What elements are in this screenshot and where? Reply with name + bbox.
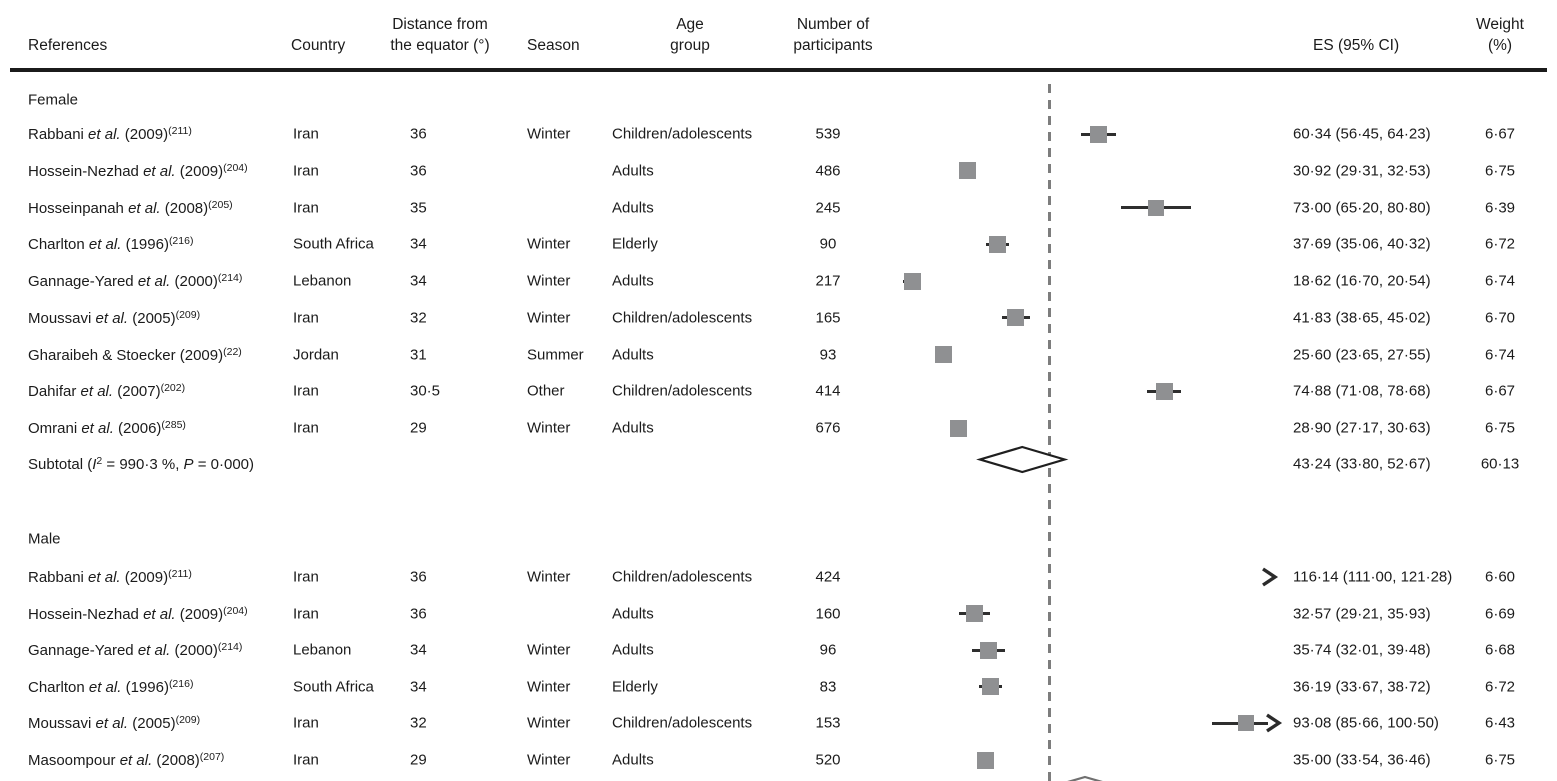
country-cell: Iran bbox=[293, 419, 319, 437]
distance-cell: 36 bbox=[410, 162, 427, 180]
participants-cell: 96 bbox=[819, 641, 837, 659]
weight-cell: 6·74 bbox=[1484, 346, 1516, 363]
participants-cell: 424 bbox=[815, 568, 841, 586]
es-ci-cell: 35·74 (32·01, 39·48) bbox=[1293, 641, 1431, 659]
weight-cell: 60·13 bbox=[1480, 455, 1520, 473]
distance-cell: 34 bbox=[410, 272, 427, 290]
distance-cell: 30·5 bbox=[410, 382, 441, 400]
weight-cell: 6·67 bbox=[1484, 382, 1516, 400]
age-group-cell: Adults bbox=[612, 162, 654, 180]
season-cell: Other bbox=[527, 382, 565, 400]
participants-cell: 153 bbox=[815, 714, 841, 732]
ref-cell: Hossein-Nezhad et al. $(2009)^{(204)}$ bbox=[28, 604, 248, 623]
ref-cell: Rabbani et al. $(2009)^{(211)}$ bbox=[28, 568, 192, 586]
ref-cell: Omrani et al. $(2006)^{(285)}$ bbox=[28, 419, 186, 437]
age-group-cell: Adults bbox=[612, 419, 654, 437]
country-cell: South Africa bbox=[293, 235, 374, 253]
distance-cell: 31 bbox=[410, 346, 427, 363]
season-cell: Winter bbox=[527, 678, 571, 696]
age-group-cell: Adults bbox=[612, 605, 654, 623]
participants-cell: 160 bbox=[815, 605, 841, 623]
es-ci-cell: 35·00 (33·54, 36·46) bbox=[1293, 751, 1431, 769]
season-cell: Winter bbox=[527, 714, 571, 732]
weight-cell: 6·70 bbox=[1484, 309, 1516, 327]
weight-cell: 6·72 bbox=[1484, 678, 1516, 696]
column-header-weight-line1: Weight bbox=[1476, 16, 1524, 33]
weight-cell: 6·60 bbox=[1484, 568, 1516, 586]
column-header-age-line2: group bbox=[670, 37, 710, 54]
age-group-cell: Children/adolescents bbox=[612, 125, 753, 143]
country-cell: Iran bbox=[293, 199, 319, 216]
season-cell: Winter bbox=[527, 641, 571, 659]
participants-cell: 676 bbox=[815, 419, 841, 437]
age-group-cell: Adults bbox=[612, 751, 654, 769]
country-cell: Iran bbox=[293, 751, 319, 769]
country-cell: Iran bbox=[293, 309, 319, 327]
es-ci-cell: 60·34 (56·45, 64·23) bbox=[1293, 125, 1431, 143]
ref-cell: Charlton et al. $(1996)^{(216)}$ bbox=[28, 235, 194, 254]
ref-cell: Gannage-Yared et al. $(2000)^{(214)}$ bbox=[28, 641, 243, 660]
es-ci-cell: 30·92 (29·31, 32·53) bbox=[1293, 162, 1431, 180]
weight-cell: 6·39 bbox=[1484, 199, 1516, 216]
country-cell: South Africa bbox=[293, 678, 374, 696]
distance-cell: 35 bbox=[410, 199, 427, 216]
subtotal-diamond bbox=[1037, 774, 1133, 781]
column-header-participants-line1: Number of bbox=[796, 16, 870, 33]
es-ci-cell: 43·24 (33·80, 52·67) bbox=[1293, 455, 1431, 473]
weight-cell: 6·72 bbox=[1484, 235, 1516, 253]
participants-cell: 165 bbox=[815, 309, 841, 327]
season-cell: Winter bbox=[527, 125, 571, 143]
distance-cell: 32 bbox=[410, 714, 427, 732]
distance-cell: 34 bbox=[410, 641, 427, 659]
season-cell: Winter bbox=[527, 309, 571, 327]
country-cell: Jordan bbox=[293, 346, 339, 363]
weight-cell: 6·75 bbox=[1484, 162, 1516, 180]
es-ci-cell: 74·88 (71·08, 78·68) bbox=[1293, 382, 1431, 400]
ref-cell: Masoompour et al. $(2008)^{(207)}$ bbox=[28, 751, 225, 769]
country-cell: Iran bbox=[293, 714, 319, 732]
column-header-es: ES (95% CI) bbox=[1313, 37, 1400, 54]
es-ci-cell: 93·08 (85·66, 100·50) bbox=[1293, 714, 1439, 732]
group-label-female: Female bbox=[28, 91, 79, 109]
es-ci-cell: 36·19 (33·67, 38·72) bbox=[1293, 678, 1431, 696]
season-cell: Winter bbox=[527, 419, 571, 437]
participants-cell: 90 bbox=[819, 235, 837, 253]
column-header-references: References bbox=[28, 37, 108, 54]
es-ci-cell: 73·00 (65·20, 80·80) bbox=[1293, 199, 1431, 216]
column-header-season: Season bbox=[527, 37, 580, 54]
season-cell: Winter bbox=[527, 235, 571, 253]
weight-cell: 6·67 bbox=[1484, 125, 1516, 143]
age-group-cell: Children/adolescents bbox=[612, 382, 753, 400]
es-ci-cell: 25·60 (23·65, 27·55) bbox=[1293, 346, 1431, 363]
country-cell: Lebanon bbox=[293, 641, 352, 659]
column-header-age-line1: Age bbox=[676, 16, 704, 33]
participants-cell: 217 bbox=[815, 272, 841, 290]
country-cell: Iran bbox=[293, 605, 319, 623]
age-group-cell: Elderly bbox=[612, 235, 658, 253]
distance-cell: 34 bbox=[410, 235, 427, 253]
participants-cell: 83 bbox=[819, 678, 837, 696]
participants-cell: 520 bbox=[815, 751, 841, 769]
column-header-distance-line1: Distance from bbox=[392, 16, 488, 33]
country-cell: Iran bbox=[293, 125, 319, 143]
age-group-cell: Elderly bbox=[612, 678, 658, 696]
age-group-cell: Adults bbox=[612, 346, 654, 363]
ref-cell: Hossein-Nezhad et al. $(2009)^{(204)}$ bbox=[28, 161, 248, 180]
es-ci-cell: 37·69 (35·06, 40·32) bbox=[1293, 235, 1431, 253]
country-cell: Lebanon bbox=[293, 272, 352, 290]
season-cell: Summer bbox=[527, 346, 584, 363]
ref-cell: Gharaibeh & Stoecker $(2009)^{(22)}$ bbox=[28, 345, 242, 364]
ref-cell: Rabbani et al. $(2009)^{(211)}$ bbox=[28, 125, 192, 143]
distance-cell: 36 bbox=[410, 125, 427, 143]
es-ci-cell: 28·90 (27·17, 30·63) bbox=[1293, 419, 1431, 437]
season-cell: Winter bbox=[527, 568, 571, 586]
column-header-weight-line2: (%) bbox=[1487, 37, 1513, 54]
ref-cell: Moussavi et al. $(2005)^{(209)}$ bbox=[28, 308, 201, 327]
country-cell: Iran bbox=[293, 568, 319, 586]
weight-cell: 6·43 bbox=[1484, 714, 1516, 732]
subtotal-label: Subtotal ($I^2 = 990\cdot 3$ %, P = 0·000) bbox=[28, 455, 255, 473]
weight-cell: 6·74 bbox=[1484, 272, 1516, 290]
column-header-participants-line2: participants bbox=[793, 37, 873, 54]
age-group-cell: Adults bbox=[612, 641, 654, 659]
es-ci-cell: 32·57 (29·21, 35·93) bbox=[1293, 605, 1431, 623]
weight-cell: 6·68 bbox=[1484, 641, 1516, 659]
ref-cell: Hosseinpanah et al. $(2008)^{(205)}$ bbox=[28, 198, 233, 217]
participants-cell: 539 bbox=[815, 125, 841, 143]
ref-cell: Dahifar et al. $(2007)^{(202)}$ bbox=[28, 382, 186, 401]
participants-cell: 414 bbox=[815, 382, 841, 400]
season-cell: Winter bbox=[527, 751, 571, 769]
distance-cell: 32 bbox=[410, 309, 427, 327]
weight-cell: 6·69 bbox=[1484, 605, 1516, 623]
country-cell: Iran bbox=[293, 382, 319, 400]
es-ci-cell: 116·14 (111·00, 121·28) bbox=[1293, 568, 1453, 586]
ref-cell: Charlton et al. $(1996)^{(216)}$ bbox=[28, 677, 194, 696]
age-group-cell: Children/adolescents bbox=[612, 714, 753, 732]
participants-cell: 93 bbox=[819, 346, 837, 363]
ref-cell: Gannage-Yared et al. $(2000)^{(214)}$ bbox=[28, 272, 243, 290]
distance-cell: 34 bbox=[410, 678, 427, 696]
distance-cell: 29 bbox=[410, 751, 427, 769]
weight-cell: 6·75 bbox=[1484, 419, 1516, 437]
season-cell: Winter bbox=[527, 272, 571, 290]
es-ci-cell: 41·83 (38·65, 45·02) bbox=[1293, 309, 1431, 327]
age-group-cell: Adults bbox=[612, 272, 654, 290]
age-group-cell: Children/adolescents bbox=[612, 568, 753, 586]
country-cell: Iran bbox=[293, 162, 319, 180]
age-group-cell: Children/adolescents bbox=[612, 309, 753, 327]
es-ci-cell: 18·62 (16·70, 20·54) bbox=[1293, 272, 1431, 290]
distance-cell: 36 bbox=[410, 568, 427, 586]
distance-cell: 29 bbox=[410, 419, 427, 437]
effect-marker bbox=[977, 752, 994, 769]
participants-cell: 245 bbox=[815, 199, 841, 216]
weight-cell: 6·75 bbox=[1484, 751, 1516, 769]
distance-cell: 36 bbox=[410, 605, 427, 623]
column-header-distance-line2: the equator (°) bbox=[390, 37, 490, 54]
age-group-cell: Adults bbox=[612, 199, 654, 216]
ref-cell: Moussavi et al. $(2005)^{(209)}$ bbox=[28, 714, 201, 733]
group-label-male: Male bbox=[28, 530, 61, 548]
participants-cell: 486 bbox=[815, 162, 841, 180]
column-header-country: Country bbox=[291, 37, 346, 54]
